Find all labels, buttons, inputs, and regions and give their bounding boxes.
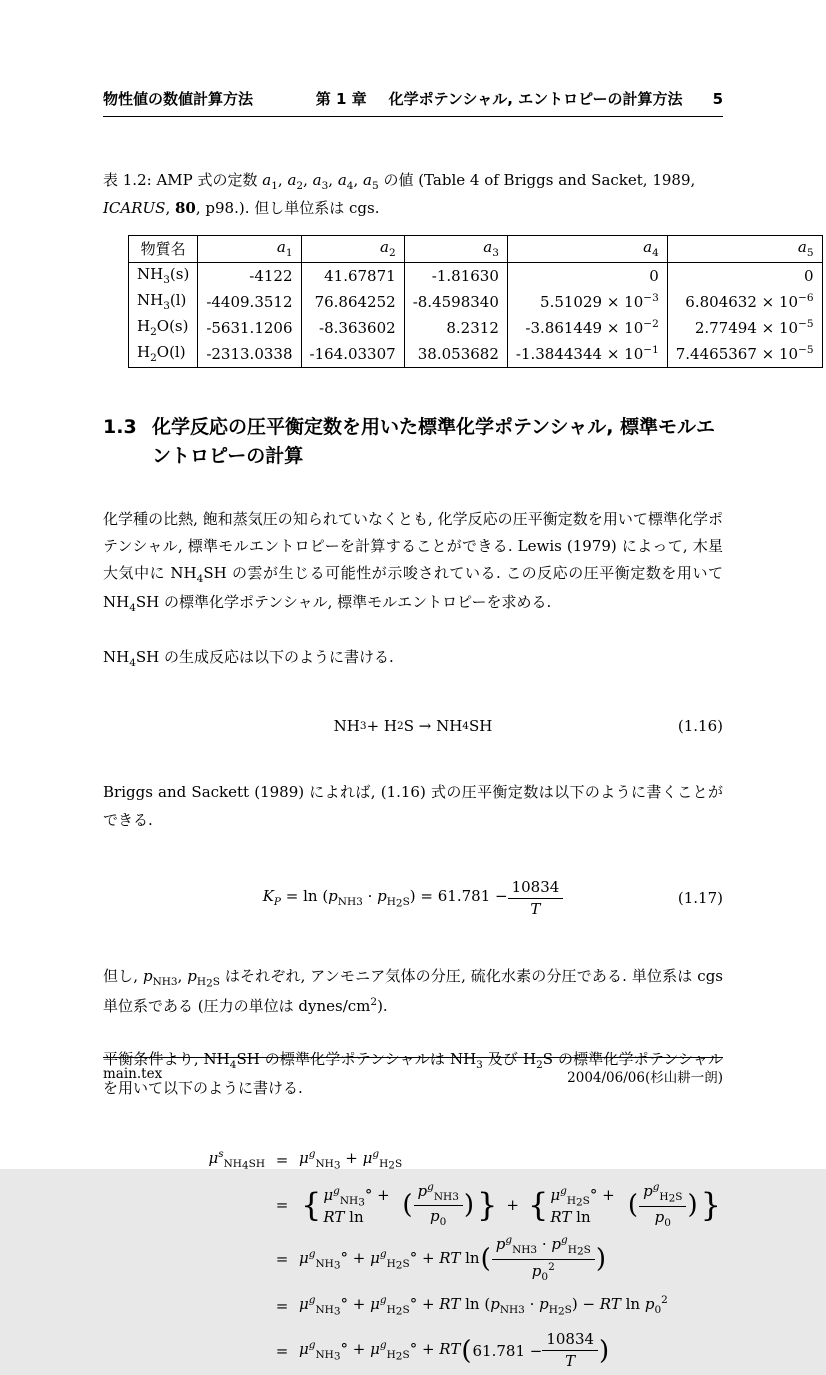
brace-close: } [700, 1186, 721, 1225]
column-header-a1: $a_1$ [198, 235, 301, 262]
table-cell: 8.2312 [404, 315, 507, 341]
brace-close: } [477, 1186, 498, 1225]
equation-1-16 [103, 717, 723, 735]
math-text: $\mu^g_{NH_3}^\circ + \mu^g_{H_2S}^\circ$ + RT [299, 1338, 461, 1363]
equals-sign: = [275, 1341, 289, 1360]
derivation-equations [163, 1143, 723, 1375]
header-left-title: 物性値の数値計算方法 [103, 90, 254, 108]
fraction-numerator: $p^g_{H_2S}$ [639, 1181, 686, 1207]
math-text: $\mu^g_{H_2S}^\circ$ + RT ln [550, 1184, 615, 1226]
table-row [129, 341, 823, 368]
derivation-rhs [299, 1143, 723, 1177]
paren-open: ( [627, 1190, 639, 1221]
table-cell: 41.67871 [301, 262, 404, 289]
paragraph: 平衡条件より, $NH_4SH$ の標準化学ポテンシャルは $NH_3$ 及び $H_2S$ の標準化学ポテンシャルを用いて以下のように書ける. [103, 1050, 723, 1098]
paren-open: ( [461, 1335, 472, 1366]
table-cell: -5631.1206 [198, 315, 301, 341]
equals-sign: = [275, 1196, 289, 1215]
math-text: $\mu^g_{NH_3}^\circ + \mu^g_{H_2S}^\circ$ + RT $\ln (p_{NH3} \cdot p_{H_2S})$ − RT $\ln p_0^2$ [299, 1293, 668, 1318]
table-cell: $NH_3(s)$ [137, 265, 190, 287]
paren-close: ) [687, 1190, 698, 1221]
constants-table [128, 235, 823, 368]
paren-close: ) [463, 1190, 475, 1221]
header-chapter-title: 化学ポテンシャル, エントロピーの計算方法 [388, 90, 683, 108]
equals-sign: = [275, 1250, 289, 1269]
column-header-substance: 物質名 [140, 240, 186, 259]
plus-sign: + [506, 1196, 519, 1215]
fraction-denominator: $p_0$ [430, 1207, 447, 1229]
fraction-denominator: $p_0^2$ [531, 1261, 555, 1284]
column-header-a5: $a_5$ [667, 235, 822, 262]
table-cell: -164.03307 [301, 341, 404, 368]
paragraph: 但し, $p_{NH3}$, $p_{H_2S}$ はそれぞれ, アンモニア気体の分圧, 硫化水素の分圧である. 単位系は cgs 単位系である (圧力の単位は dynes/$cm^2$). [103, 966, 723, 1015]
derivation-rhs [299, 1181, 723, 1231]
page-number: 5 [712, 90, 723, 108]
table-row [129, 289, 823, 315]
table-row [129, 262, 823, 289]
header-chapter-label: 第 1 章 [315, 90, 367, 108]
table-cell: -1.81630 [404, 262, 507, 289]
table-cell: $H_2O(l)$ [137, 343, 186, 365]
constants-table-wrapper [128, 235, 814, 368]
equation-lead: $K_P = \ln (p_{NH3} \cdot p_{H_2S}) = 61.781$ − [262, 887, 508, 910]
footer-date-author: 2004/06/06(杉山耕一朗) [567, 1070, 723, 1086]
paren-close: ) [599, 1335, 610, 1366]
section-heading [103, 413, 723, 472]
fraction [414, 1181, 463, 1229]
equation-body: NH 3 + H 2 S → NH 4 SH [333, 717, 493, 736]
table-cell: $7.4465367 \times 10^{-5}$ [667, 341, 822, 368]
fraction-numerator: $p^g_{NH3} \cdot p^g_{H_2S}$ [492, 1234, 595, 1260]
column-header-a4: $a_4$ [507, 235, 667, 262]
table-row [129, 315, 823, 341]
table-cell: 76.864252 [301, 289, 404, 315]
fraction-denominator: $p_0$ [654, 1207, 671, 1229]
fraction [492, 1234, 595, 1285]
paragraph: 化学種の比熱, 飽和蒸気圧の知られていなくとも, 化学反応の圧平衡定数を用いて標準化学ポテンシャル, 標準モルエントロピーを計算することができる. Lewis (1979) によって, 木星大気中に $NH_4SH$ の雲が生じる可能性が示唆されている. この反応の圧平衡定数を用いて $NH_4SH$ の標準化学ポテンシャル, 標準モルエントロピーを求める. [103, 509, 723, 615]
table-header-row [129, 235, 823, 262]
derivation-rhs [299, 1234, 723, 1285]
fraction [542, 1330, 598, 1371]
table-cell: 38.053682 [404, 341, 507, 368]
section-title: 化学反応の圧平衡定数を用いた標準化学ポテンシャル, 標準モルエントロピーの計算 [152, 415, 716, 468]
table-cell: -2313.0338 [198, 341, 301, 368]
table-cell: 0 [667, 262, 822, 289]
paragraph: $NH_4SH$ の生成反応は以下のように書ける. [103, 648, 394, 670]
paren-open: ( [402, 1190, 413, 1221]
table-cell: $6.804632 \times 10^{-6}$ [667, 289, 822, 315]
column-header-a2: $a_2$ [301, 235, 404, 262]
table-cell: -8.363602 [301, 315, 404, 341]
equation-number: (1.16) [677, 717, 723, 736]
math-text: $\mu^g_{NH_3}^\circ$ + RT ln [323, 1184, 390, 1226]
table-cell: $-1.3844344 \times 10^{-1}$ [507, 341, 667, 368]
paragraph: Briggs and Sackett (1989) によれば, (1.16) 式の圧平衡定数は以下のように書くことができる. [103, 783, 723, 829]
equation-number: (1.17) [677, 889, 723, 908]
table-cell: $H_2O(s)$ [137, 317, 189, 339]
fraction-numerator: 10834 [542, 1330, 598, 1351]
equation-body [263, 878, 564, 919]
math-text: 61.781 − [472, 1341, 543, 1360]
page-header [103, 88, 723, 117]
table-cell: 0 [507, 262, 667, 289]
brace-open: { [527, 1186, 549, 1225]
fraction-denominator: T [565, 1352, 576, 1371]
equals-sign: = [275, 1150, 289, 1169]
paren-close: ) [595, 1244, 606, 1275]
page-footer [103, 1057, 723, 1086]
fraction-denominator: T [530, 899, 541, 918]
math-text: $\mu^g_{NH_3}^\circ + \mu^g_{H_2S}^\circ$ + RT ln [299, 1247, 480, 1271]
section-number: 1.3 [103, 415, 137, 438]
fraction [639, 1181, 686, 1231]
equals-sign: = [275, 1296, 289, 1315]
table-cell: -4409.3512 [198, 289, 301, 315]
table-cell: $5.51029 \times 10^{-3}$ [507, 289, 667, 315]
fraction-numerator: 10834 [508, 878, 564, 899]
derivation-rhs [299, 1289, 723, 1323]
brace-open: { [301, 1186, 322, 1225]
derivation-lhs: $\mu^s_{NH_4SH}$ [208, 1147, 265, 1172]
table-caption: 表 1.2: AMP 式の定数 $a_1$, $a_2$, $a_3$, $a_4$, $a_5$ の値 (Table 4 of Briggs and Sacket, 1989, ICARUS, 80, p98.). 但し単位系は cgs. [103, 171, 696, 218]
table-cell: $-3.861449 \times 10^{-2}$ [507, 315, 667, 341]
table-cell: $2.77494 \times 10^{-5}$ [667, 315, 822, 341]
math-text: $\mu^g_{NH_3} + \mu^g_{H_2S}$ [299, 1147, 403, 1172]
table-cell: $NH_3(l)$ [137, 291, 187, 313]
footer-filename: main.tex [103, 1066, 163, 1082]
column-header-a3: $a_3$ [404, 235, 507, 262]
header-right [316, 88, 723, 109]
paren-open: ( [480, 1244, 491, 1275]
fraction-numerator: $p^g_{NH3}$ [414, 1181, 463, 1206]
equation-1-17 [103, 878, 723, 919]
fraction [508, 878, 564, 919]
table-cell: -8.4598340 [404, 289, 507, 315]
table-cell: -4122 [198, 262, 301, 289]
derivation-rhs [299, 1327, 723, 1375]
